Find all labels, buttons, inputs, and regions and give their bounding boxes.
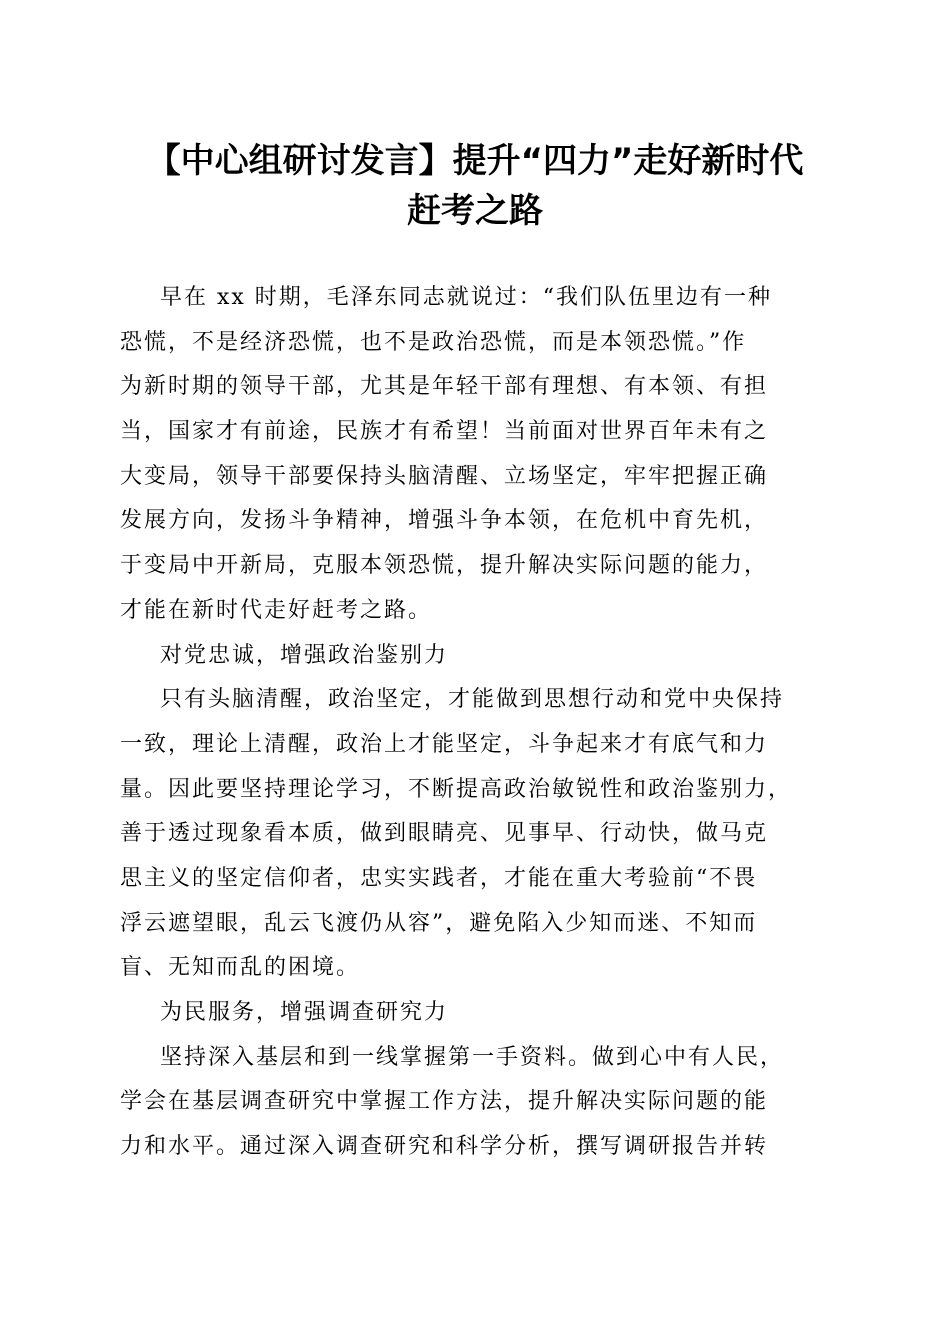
text-line: 当，国家才有前途，民族才有希望！当前面对世界百年未有之 — [120, 419, 769, 445]
text-line: 早在 xx 时期，毛泽东同志就说过：“我们队伍里边有一种 — [160, 285, 773, 310]
text-line: 才能在新时代走好赶考之路。 — [120, 597, 433, 623]
text-line: 大变局，领导干部要保持头脑清醒、立场坚定，牢牢把握正确 — [120, 463, 769, 489]
text-line: 坚持深入基层和到一线掌握第一手资料。做到心中有人民， — [160, 1044, 785, 1070]
text-line: 学会在基层调查研究中掌握工作方法，提升解决实际问题的能 — [120, 1089, 769, 1115]
text-line: 于变局中开新局，克服本领恐慌，提升解决实际问题的能力， — [120, 553, 769, 579]
text-line: 善于透过现象看本质，做到眼睛亮、见事早、行动快，做马克 — [120, 821, 769, 847]
text-line: 恐慌，不是经济恐慌，也不是政治恐慌，而是本领恐慌。”作 — [120, 329, 747, 355]
text-line: 盲、无知而乱的困境。 — [120, 955, 361, 981]
section-heading: 对党忠诚，增强政治鉴别力 — [160, 642, 449, 668]
document-title — [100, 136, 850, 236]
text-line: 一致，理论上清醒，政治上才能坚定，斗争起来才有底气和力 — [120, 731, 769, 757]
section-heading: 为民服务，增强调查研究力 — [160, 1000, 449, 1025]
title-line-2: 赶考之路 — [407, 191, 543, 231]
text-line: 为新时期的领导干部，尤其是年轻干部有理想、有本领、有担 — [120, 374, 769, 400]
text-line: 浮云遮望眼，乱云飞渡仍从容”，避免陷入少知而迷、不知而 — [120, 910, 758, 936]
text-line: 发展方向，发扬斗争精神，增强斗争本领，在危机中育先机， — [120, 508, 769, 534]
text-line: 思主义的坚定信仰者，忠实实践者，才能在重大考验前“不畏 — [120, 865, 758, 891]
text-line: 力和水平。通过深入调查研究和科学分析，撰写调研报告并转 — [120, 1134, 769, 1160]
text-line: 量。因此要坚持理论学习，不断提高政治敏锐性和政治鉴别力， — [120, 776, 793, 802]
document-body — [120, 276, 840, 1170]
text-line: 只有头脑清醒，政治坚定，才能做到思想行动和党中央保持 — [160, 687, 785, 713]
title-line-1: 【中心组研讨发言】提升“四力”走好新时代 — [146, 141, 804, 181]
